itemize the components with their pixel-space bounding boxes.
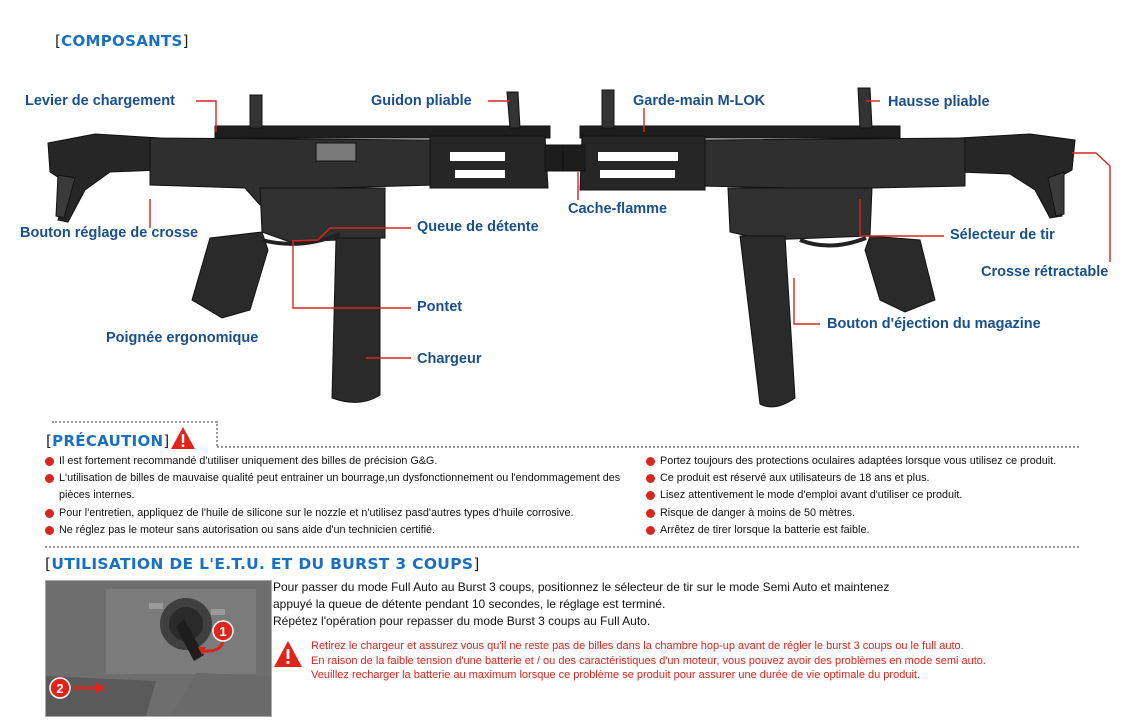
warning-icon [273,640,303,668]
precaution-item: Risque de danger à moins de 50 mètres. [646,505,1126,522]
precaution-item: Arrêtez de tirer lorsque la batterie est faible. [646,522,1126,539]
label-pontet: Pontet [417,299,463,315]
label-queue-de-detente: Queue de détente [417,219,539,235]
etu-instruction-line: Pour passer du mode Full Auto au Burst 3 coups, positionnez le sélecteur de tir sur le mode Semi Auto et maintenez [273,580,890,594]
etu-warning-line: Retirez le chargeur et assurez vous qu'il ne reste pas de billes dans la chambre hop-up avant de régler le burst 3 coups ou le full auto. [311,640,964,652]
precaution-item: Ce produit est réservé aux utilisateurs de 18 ans et plus. [646,470,1126,487]
etu-title: [UTILISATION DE L'E.T.U. ET DU BURST 3 COUPS] [45,555,480,573]
label-hausse-pliable: Hausse pliable [888,94,990,110]
dotted-divider-vertical [216,421,218,446]
etu-warning-line: En raison de la faible tension d'une batterie et / ou des caractéristiques d'un moteur, vous pouvez avoir des problèmes en mode semi auto. [311,654,986,667]
precaution-title: [PRÉCAUTION] [46,432,170,450]
precaution-item: Portez toujours des protections oculaires adaptées lorsque vous utilisez ce produit. [646,453,1126,470]
dotted-divider [45,546,1079,548]
label-selecteur-de-tir: Sélecteur de tir [950,227,1055,243]
label-guidon-pliable: Guidon pliable [371,93,472,109]
precaution-item: Il est fortement recommandé d'utiliser uniquement des billes de précision G&G. [45,453,640,470]
step-1-badge: 1 [219,624,227,639]
etu-warning-line: Veuillez recharger la batterie au maximum lorsque ce problème se produit pour assurer une durée de vie optimale du produit. [311,669,921,681]
dotted-divider [52,421,217,423]
etu-instruction-line: Répétez l'opération pour repasser du mode Burst 3 coups au Full Auto. [273,614,651,628]
precaution-item: Ne réglez pas le moteur sans autorisation ou sans aide d'un technicien certifié. [45,522,640,539]
label-bouton-ejection: Bouton d'éjection du magazine [827,316,1041,332]
label-poignee-ergonomique: Poignée ergonomique [106,330,259,346]
step-2-badge: 2 [56,681,64,696]
etu-instruction-line: appuyé la queue de détente pendant 10 secondes, le réglage est terminé. [273,597,666,611]
precaution-list-right [646,453,1126,539]
label-garde-main: Garde-main M-LOK [633,93,766,109]
dotted-divider [217,446,1079,448]
label-crosse-retractable: Crosse rétractable [981,264,1109,280]
etu-instructions [273,579,1103,630]
precaution-item: L'utilisation de billes de mauvaise qualité peut entrainer un bourrage,un dysfonctionnement ou l'endommagement des pièces internes. [45,470,640,504]
label-chargeur: Chargeur [417,351,482,367]
precaution-list-left [45,453,640,539]
label-cache-flamme: Cache-flamme [568,201,668,217]
precaution-item: Lisez attentivement le mode d'emploi avant d'utiliser ce produit. [646,487,1126,504]
precaution-item: Pour l'entretien, appliquez de l'huile de silicone sur le nozzle et n'utilisez pasd'autres types d'huile corrosive. [45,505,640,522]
etu-warnings [311,639,1126,683]
rifle-right-side [563,88,1075,407]
selector-closeup-photo [45,580,272,717]
label-bouton-reglage-crosse: Bouton réglage de crosse [20,225,199,241]
rifle-left-side [48,92,567,402]
warning-icon [170,426,196,450]
composants-title: [COMPOSANTS] [55,32,189,50]
label-levier-de-chargement: Levier de chargement [25,93,175,109]
